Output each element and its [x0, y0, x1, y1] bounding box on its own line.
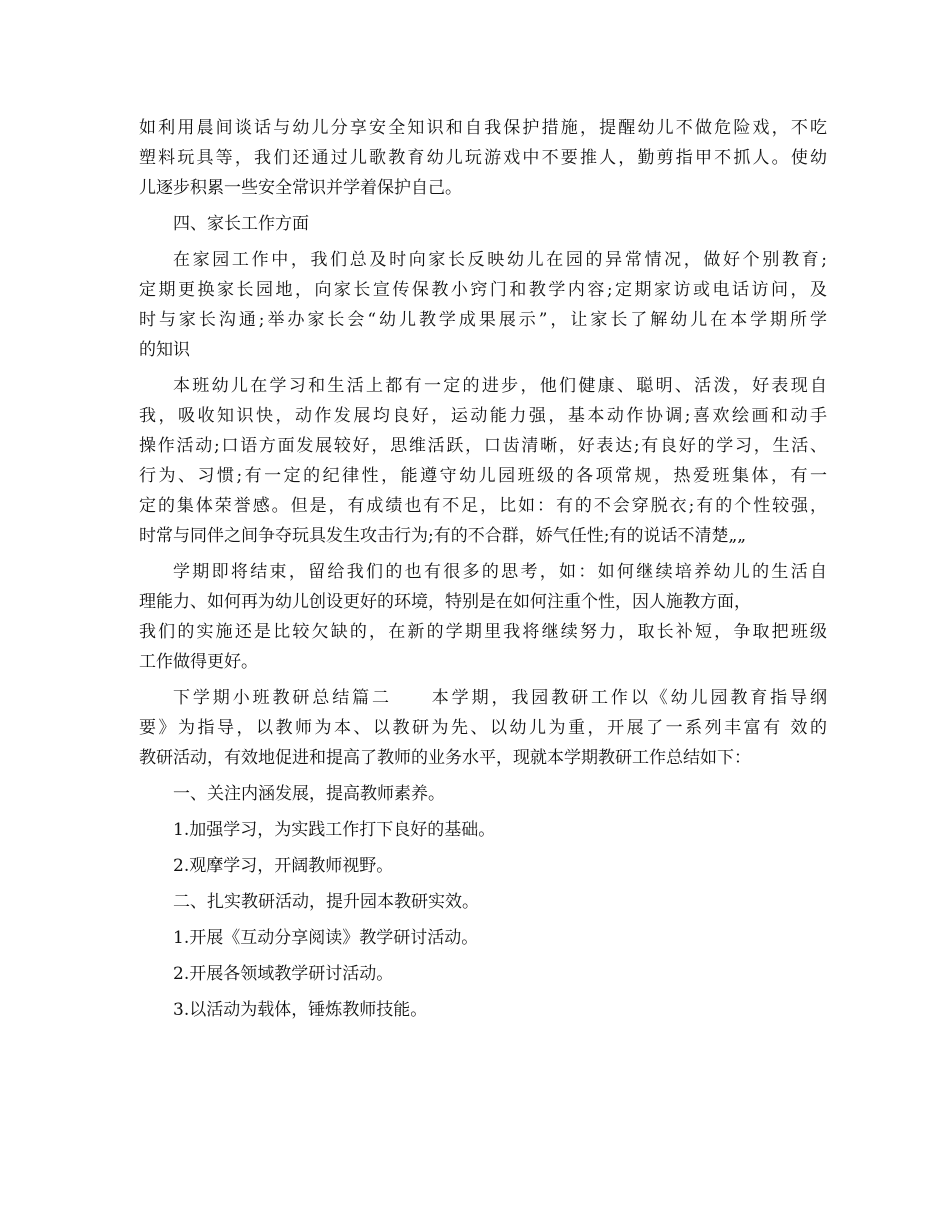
text-line: 在家园工作中，我们总及时向家长反映幼儿在园的异常情况，做好个别教育;	[173, 250, 827, 270]
text-line: 工作做得更好。	[139, 652, 258, 672]
list-item-text: 3.以活动为载体，锤炼教师技能。	[173, 1000, 428, 1020]
heading-text: 四、家长工作方面	[173, 214, 309, 234]
text-line: 理能力、如何再为幼儿创设更好的环境，特别是在如何注重个性，因人施教方面，	[139, 592, 751, 612]
paragraph-parent-work	[139, 245, 827, 365]
text-line: 我们的实施还是比较欠缺的，在新的学期里我将继续努力，取长补短，争取把班级	[139, 622, 827, 642]
text-line: 教研活动，有效地促进和提高了教师的业务水平，现就本学期教研工作总结如下：	[139, 748, 751, 768]
list-item-text: 1.加强学习，为实践工作打下良好的基础。	[173, 820, 496, 840]
paragraph-part-two-intro	[139, 683, 827, 773]
text-line: 如利用晨间谈话与幼儿分享安全知识和自我保护措施，提醒幼儿不做危险戏，不吃	[139, 118, 827, 138]
document-body	[139, 113, 827, 1031]
text-line: 时常与同伴之间争夺玩具发生攻击行为;有的不合群，娇气任性;有的说话不清楚„„	[139, 526, 747, 546]
list-item	[139, 923, 827, 953]
paragraph-reflection	[139, 557, 827, 677]
list-item	[139, 995, 827, 1025]
text-line: 塑料玩具等，我们还通过儿歌教育幼儿玩游戏中不要推人，勤剪指甲不抓人。使幼	[139, 148, 827, 168]
text-line: 要》为指导，以教师为本、以教研为先、以幼儿为重，开展了一系列丰富有 效的	[139, 718, 827, 738]
text-line: 我，吸收知识快，动作发展均良好，运动能力强，基本动作协调;喜欢绘画和动手	[139, 406, 827, 426]
paragraph-class-progress	[139, 371, 827, 551]
list-item-text: 2.开展各领域教学研讨活动。	[173, 964, 394, 984]
list-item	[139, 959, 827, 989]
text-line: 时与家长沟通;举办家长会“幼儿教学成果展示”，让家长了解幼儿在本学期所学	[139, 310, 827, 330]
section-heading-parent-work	[139, 209, 827, 239]
text-line: 定的集体荣誉感。但是，有成绩也有不足，比如：有的不会穿脱衣;有的个性较强，	[139, 496, 827, 516]
text-line: 本班幼儿在学习和生活上都有一定的进步，他们健康、聪明、活泼，好表现自	[173, 376, 827, 396]
heading-text: 一、关注内涵发展，提高教师素养。	[173, 784, 445, 804]
text-line: 操作活动;口语方面发展较好，思维活跃，口齿清晰，好表达;有良好的学习，生活、	[139, 436, 827, 456]
text-line: 儿逐步积累一些安全常识并学着保护自己。	[139, 178, 462, 198]
text-line: 下学期小班教研总结篇二 本学期，我园教研工作以《幼儿园教育指导纲	[173, 688, 827, 708]
text-line: 行为、习惯;有一定的纪律性，能遵守幼儿园班级的各项常规，热爱班集体，有一	[139, 466, 827, 486]
list-item	[139, 851, 827, 881]
text-line: 学期即将结束，留给我们的也有很多的思考，如：如何继续培养幼儿的生活自	[173, 562, 827, 582]
text-line: 的知识	[139, 340, 190, 360]
section-heading-research-activities	[139, 887, 827, 917]
section-heading-teacher-quality	[139, 779, 827, 809]
heading-text: 二、扎实教研活动，提升园本教研实效。	[173, 892, 479, 912]
list-item	[139, 815, 827, 845]
paragraph-safety-education	[139, 113, 827, 203]
list-item-text: 1.开展《互动分享阅读》教学研讨活动。	[173, 928, 479, 948]
list-item-text: 2.观摩学习，开阔教师视野。	[173, 856, 394, 876]
text-line: 定期更换家长园地，向家长宣传保教小窍门和教学内容;定期家访或电话访问，及	[139, 280, 827, 300]
